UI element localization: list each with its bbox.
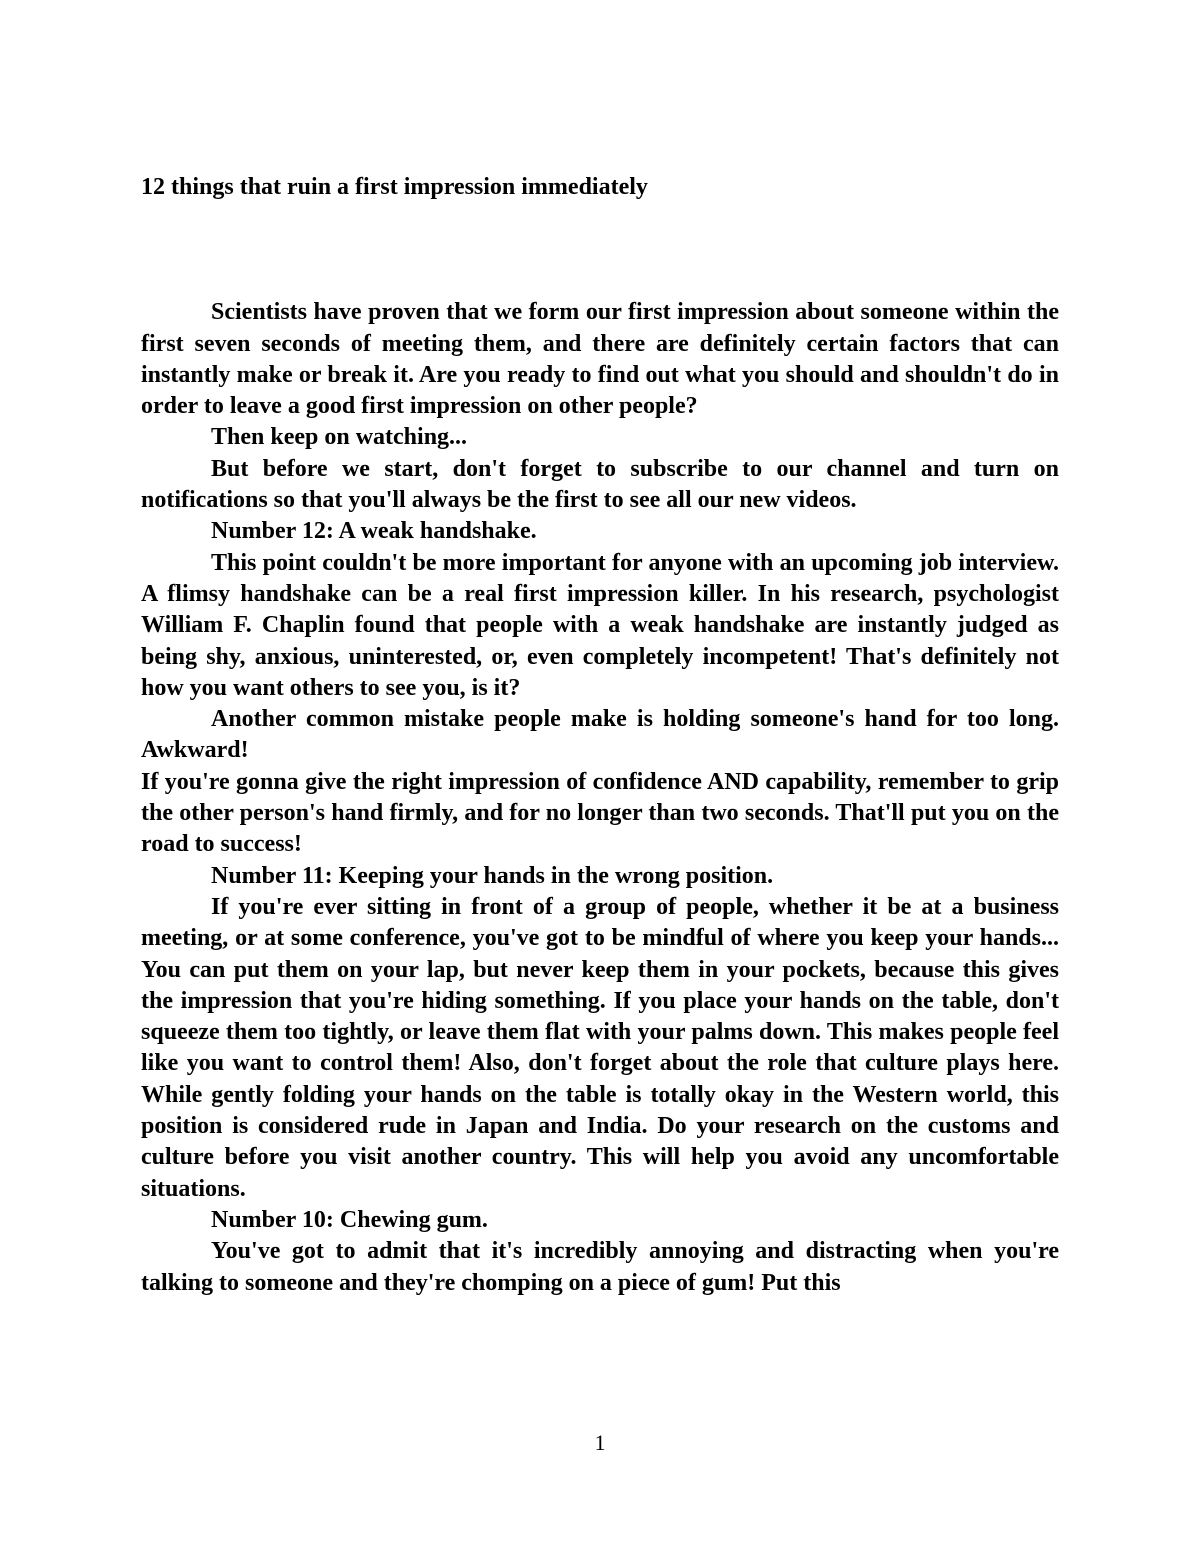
paragraph-grip-firmly: If you're gonna give the right impression of confidence AND capability, remember to grip the other person's hand firmly, and for no longer than two seconds. That'll put you on the road to success! (141, 768, 1059, 858)
paragraph-subscribe: But before we start, don't forget to subscribe to our channel and turn on notifications so that you'll always be the first to see all our new videos. (141, 455, 1059, 514)
document-title: 12 things that ruin a first impression immediately (141, 174, 648, 200)
paragraph-keep-watching: Then keep on watching... (211, 424, 468, 451)
document-content (141, 172, 1059, 1299)
page-number: 1 (594, 1430, 606, 1455)
heading-number-10: Number 10: Chewing gum. (211, 1206, 488, 1233)
paragraph-holding-hand: Another common mistake people make is holding someone's hand for too long. Awkward! (141, 706, 1059, 764)
paragraph-chewing-gum: You've got to admit that it's incredibly annoying and distracting when you're talking to someone and they're chomping on a piece of gum! Put this (141, 1238, 1059, 1296)
heading-number-11: Number 11: Keeping your hands in the wrong position. (211, 862, 774, 889)
paragraph-handshake-research: This point couldn't be more important for anyone with an upcoming job interview. A flimsy handshake can be a real first impression killer. In his research, psychologist William F. Chaplin found that people with a weak handshake are instantly judged as being shy, anxious, uninterested, or, even completely incompetent! That's definitely not how you want others to see you, is it? (141, 549, 1059, 701)
heading-number-12: Number 12: A weak handshake. (211, 518, 537, 545)
document-body (141, 297, 1059, 1299)
paragraph-intro: Scientists have proven that we form our first impression about someone within the first seven seconds of meeting them, and there are definitely certain factors that can instantly make or break it. Are you ready to find out what you should and shouldn't do in order to leave a good first impression on other people? (141, 299, 1059, 420)
paragraph-hands-position: If you're ever sitting in front of a group of people, whether it be at a business meeting, or at some conference, you've got to be mindful of where you keep your hands... You can put them on your lap, but never keep them in your pockets, because this gives the impression that you're hiding something. If you place your hands on the table, don't squeeze them too tightly, or leave them flat with your palms down. This makes people feel like you want to control them! Also, don't forget about the role that culture plays here. While gently folding your hands on the table is totally okay in the Western world, this position is considered rude in Japan and India. Do your research on the customs and culture before you visit another country. This will help you avoid any uncomfortable situations. (141, 893, 1059, 1202)
